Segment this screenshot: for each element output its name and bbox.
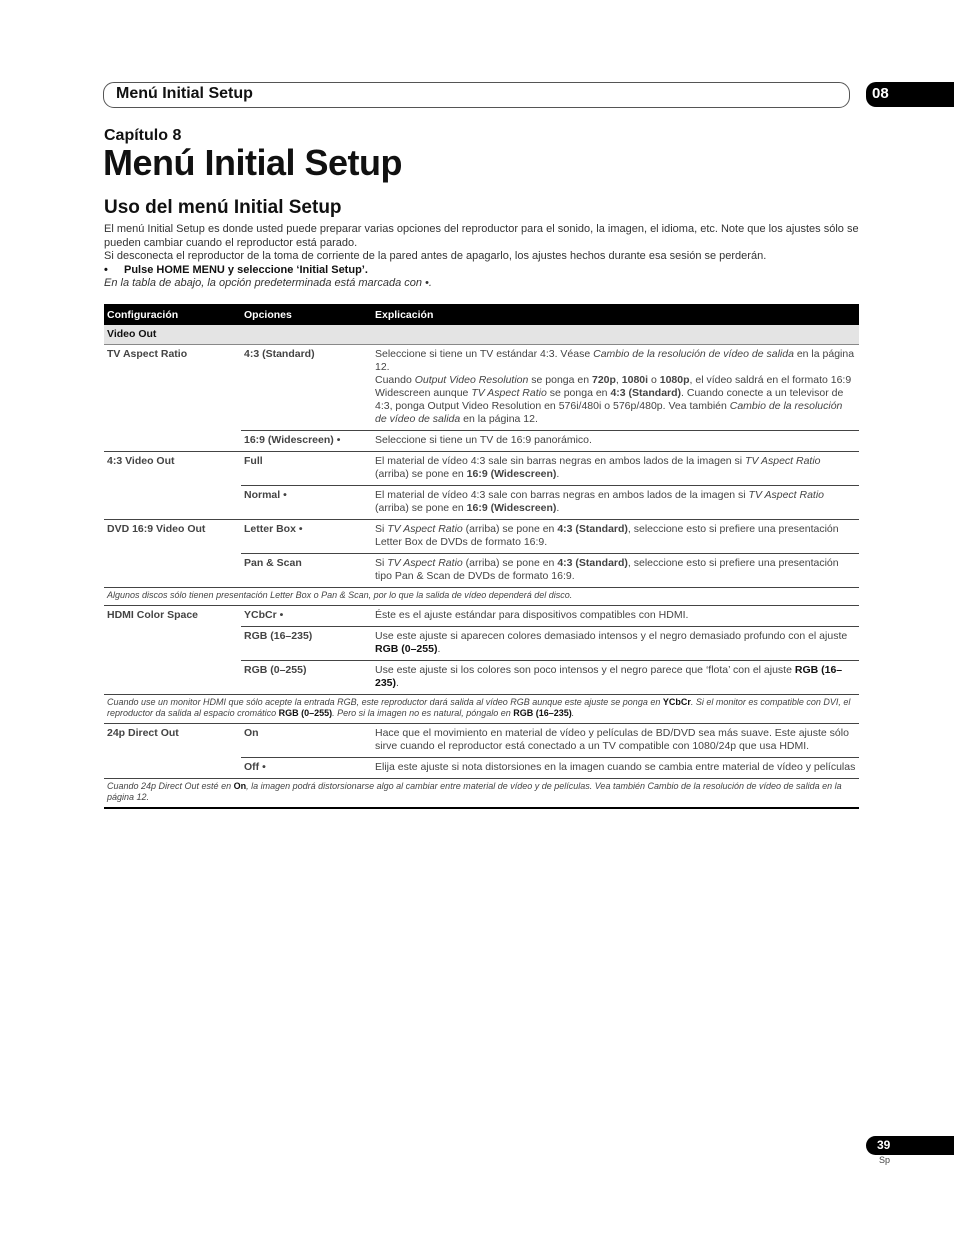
option-off: Off • xyxy=(241,757,372,778)
explanation: Seleccione si tiene un TV de 16:9 panorámico. xyxy=(372,431,859,452)
table-row xyxy=(104,452,859,486)
option-letter-box: Letter Box • xyxy=(241,520,372,554)
explanation: Éste es el ajuste estándar para dispositivos compatibles con HDMI. xyxy=(372,605,859,626)
page-number-tab xyxy=(866,1136,954,1155)
chapter-label: Capítulo 8 xyxy=(104,127,182,144)
option-full: Full xyxy=(241,452,372,486)
chapter-number: 08 xyxy=(872,85,889,102)
option-normal: Normal • xyxy=(241,486,372,520)
footnote-row xyxy=(104,694,859,723)
footnote-row xyxy=(104,778,859,808)
chapter-number-tab xyxy=(866,82,954,107)
setting-tv-aspect-ratio: TV Aspect Ratio xyxy=(107,348,188,360)
header-configuracion: Configuración xyxy=(104,304,241,325)
instruction-bullet xyxy=(104,264,860,278)
instruction-text: Pulse HOME MENU y seleccione ‘Initial Setup’. xyxy=(124,263,368,276)
page-title: Menú Initial Setup xyxy=(103,142,403,183)
intro-text xyxy=(104,223,860,291)
option-on: On xyxy=(241,723,372,757)
table-row xyxy=(104,520,859,554)
option-ycbcr: YCbCr • xyxy=(241,605,372,626)
header-opciones: Opciones xyxy=(241,304,372,325)
option-rgb-16-235: RGB (16–235) xyxy=(241,626,372,660)
explanation: El material de vídeo 4:3 sale sin barras negras en ambos lados de la imagen si TV Aspect Ratio (arriba) se pone en 16:9 (Widescreen). xyxy=(372,452,859,486)
section-title: Uso del menú Initial Setup xyxy=(104,197,342,218)
footnote-row xyxy=(104,588,859,606)
option-16-9-widescreen: 16:9 (Widescreen) • xyxy=(241,431,372,452)
explanation: Hace que el movimiento en material de vídeo y películas de BD/DVD sea más suave. Este ajuste sólo sirve cuando el reproductor está conectado a un TV compatible con 1080/24p que usa HDMI. xyxy=(372,723,859,757)
explanation: Si TV Aspect Ratio (arriba) se pone en 4:3 (Standard), seleccione esto si prefiere una presentación Letter Box de DVDs de formato 16:9. xyxy=(372,520,859,554)
intro-paragraph-1: El menú Initial Setup es donde usted puede preparar varias opciones del reproductor para el sonido, la imagen, el idioma, etc. Note que los ajustes sólo se pueden cambiar cuando el reproductor está parado. xyxy=(104,223,859,249)
explanation: Use este ajuste si los colores son poco intensos y el negro parece que ‘flota’ con el ajuste RGB (16–235). xyxy=(372,660,859,694)
explanation: Elija este ajuste si nota distorsiones en la imagen cuando se cambia entre material de vídeo y películas xyxy=(372,757,859,778)
setting-hdmi-color-space: HDMI Color Space xyxy=(104,605,241,694)
language-code: Sp xyxy=(879,1155,891,1165)
setting-dvd-16-9-video-out: DVD 16:9 Video Out xyxy=(104,520,241,588)
explanation: Seleccione si tiene un TV estándar 4:3. Véase Cambio de la resolución de vídeo de salida en la página 12. Cuando Output Video Resolution se ponga en 720p, 1080i o 1080p, el vídeo saldrá en el formato 16:9 Widescreen aunque TV Aspect Ratio se ponga en 4:3 (Standard). Cuando conecte a un televisor de 4:3, ponga Output Video Resolution en 576i/480i o 576p/480p. Vea también Cambio de la resolución de vídeo de salida en la página 12. xyxy=(375,348,855,425)
running-header xyxy=(103,82,850,108)
option-rgb-0-255: RGB (0–255) xyxy=(241,660,372,694)
explanation: El material de vídeo 4:3 sale con barras negras en ambos lados de la imagen si TV Aspect Ratio (arriba) se pone en 16:9 (Widescreen). xyxy=(372,486,859,520)
page-number: 39 xyxy=(877,1138,891,1152)
header-explicacion: Explicación xyxy=(372,304,859,325)
settings-table xyxy=(104,304,859,809)
explanation: Si TV Aspect Ratio (arriba) se pone en 4:3 (Standard), seleccione esto si prefiere una presentación tipo Pan & Scan de DVDs de formato 16:9. xyxy=(372,554,859,588)
group-row-video-out xyxy=(104,325,859,345)
group-label: Video Out xyxy=(104,325,859,345)
footnote-24p: Cuando 24p Direct Out esté en On, la imagen podrá distorsionarse algo al cambiar entre material de vídeo y de películas. Vea también Cambio de la resolución de vídeo de salida en la página 12. xyxy=(104,778,859,808)
running-header-title: Menú Initial Setup xyxy=(116,85,253,102)
default-note: En la tabla de abajo, la opción predeterminada está marcada con •. xyxy=(104,277,432,290)
setting-24p-direct-out: 24p Direct Out xyxy=(104,723,241,778)
footnote-dvd: Algunos discos sólo tienen presentación Letter Box o Pan & Scan, por lo que la salida de vídeo dependerá del disco. xyxy=(104,588,859,606)
explanation: Use este ajuste si aparecen colores demasiado intensos y el negro demasiado profundo con el ajuste RGB (0–255). xyxy=(372,626,859,660)
option-pan-scan: Pan & Scan xyxy=(241,554,372,588)
option-4-3-standard: 4:3 (Standard) xyxy=(244,348,315,360)
bullet-symbol: • xyxy=(104,263,108,276)
table-row xyxy=(104,605,859,626)
intro-paragraph-2: Si desconecta el reproductor de la toma de corriente de la pared antes de apagarlo, los ajustes hechos durante esa sesión se perderán. xyxy=(104,250,767,263)
table-header-row xyxy=(104,304,859,325)
setting-4-3-video-out: 4:3 Video Out xyxy=(104,452,241,520)
footnote-hdmi: Cuando use un monitor HDMI que sólo acepte la entrada RGB, este reproductor dará salida al vídeo RGB aunque este ajuste se ponga en YCbCr. Si el monitor es compatible con DVI, el reproductor da salida al espacio cromático RGB (0–255). Pero si la imagen no es natural, póngalo en RGB (16–235). xyxy=(104,694,859,723)
table-row xyxy=(104,345,859,431)
table-row xyxy=(104,723,859,757)
